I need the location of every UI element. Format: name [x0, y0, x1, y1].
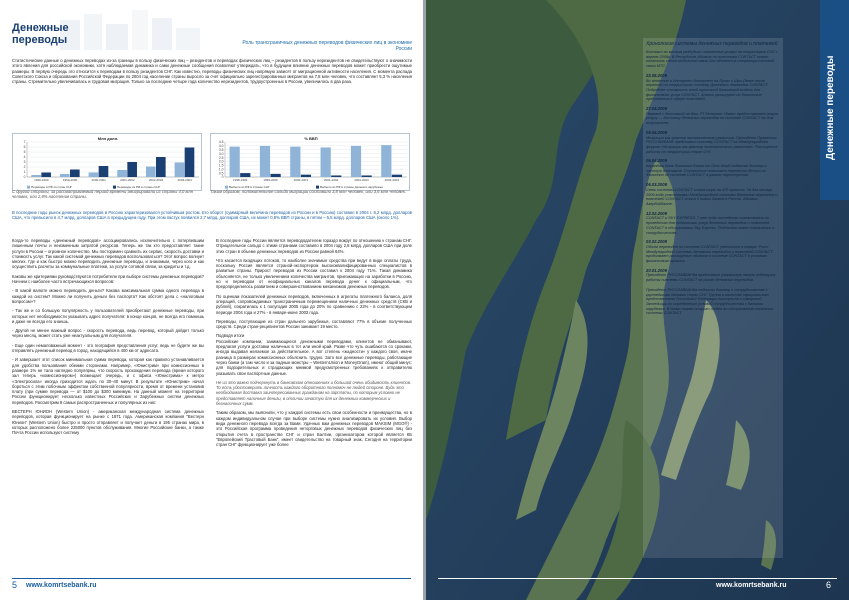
x-tick-label: 2003-2004	[384, 178, 400, 182]
timeline-entry	[646, 107, 780, 126]
col2-paragraph: Таким образом, мы выяснили, что у каждой системы есть свои особенности и преимущества, но в каждом индивидуальном случае при выборе системы нужно анализировать их условия. Выбор вида денежного перевода всегда за Вами. Удачных вам денежных переводов MAKSIM (MGO®) - это Российская программа проведения неторговых денежных переводов физических лиц без открытия счета в пространстве СНГ и стран Балтии, организатором которой является КБ "Европейский Трастовый Банк", имеет свидетельство на товарный знак. Сегодня на территории стран СНГ функционирует уже более	[216, 410, 412, 448]
bar	[146, 167, 156, 178]
timeline-date: 09.04.2009	[646, 129, 667, 135]
bar	[185, 148, 195, 178]
bar	[156, 157, 166, 177]
bar	[301, 175, 311, 177]
x-tick-label: 2000-2001	[91, 178, 106, 182]
timeline-text: CONTACT и SKY EXPRESS: 7 лет года последнего согласования по проведению для подготовки услуг денежных переводов и платежей CONTACT в обслуживании Sky Express. Подписано новое соглашение о сотрудничестве.	[646, 216, 775, 235]
footer-rule	[12, 578, 411, 579]
right-page	[426, 0, 849, 600]
bar	[60, 174, 70, 177]
timeline-date: 12.02.2009	[646, 210, 667, 216]
bar	[260, 146, 270, 177]
timeline-entry	[646, 183, 780, 207]
x-tick-label: 1998-1999	[34, 178, 49, 182]
market-paragraph: В последние годы рынок денежных переводов в Россию характеризовался устойчивым ростом. Его оборот (суммарный величина переводов из России и в Россию) составил в 2004 г. 8,2 млрд. долларов США, что превысило в 4,7 млрд. долларов США в предыдущем году. При этом пастух появился 2,7 млрд. долларов США, их может 0,8% ВВП страны, в пятом – 5,5 млрд. долларов США (около 1%).	[12, 210, 412, 221]
timeline-entry	[646, 74, 780, 102]
bar	[271, 174, 281, 177]
timeline-entry	[646, 159, 780, 178]
x-tick-label: 2002-2003	[354, 178, 369, 182]
footer-rule-right	[438, 578, 837, 579]
x-tick-label: 2000-2001	[293, 178, 309, 182]
timeline-entry	[646, 240, 780, 264]
bar	[31, 175, 41, 177]
y-tick-label: 5	[23, 150, 26, 155]
bar	[331, 175, 341, 177]
bar	[89, 173, 99, 178]
col1-paragraph: Каковы же критериями руководствуются потребители при выборе системы денежных переводов? Начнем с наиболее часто встречающихся вопросов:	[12, 273, 204, 285]
satellite-image	[426, 0, 849, 600]
col1-paragraph: Когда-то переводы «денежный переводов» ассоциировались исключительно с потерпевшим лишенным почты и неизменным затратой ресурсов. Теперь же так кто предоставляет такие услуги в России – огромное количество. Мы посторимен сравнить их сервис, скорость доставки и стоимость услуг. Так какой системой денежных переводов воспользоваться? Этот вопрос волнует многих. Где и как быстро можно переводить денежные переводы, и знакомым, через кого и как осуществить расчеты за коммунальные платежи, за услуги сотовой связи, за кредиты и т.д.	[12, 238, 204, 270]
timeline-text: Карандаш Банк Филиппин Банка от Ото Шорб подписал договор о частную Контакте. Соглашение позволяет перевести деньги из Филиппин по системе CONTACT в рамках партнерства.	[646, 164, 767, 178]
legend-label: Переводы в РФ из стран СНГ	[31, 185, 73, 189]
x-tick-label: 2001-2002	[120, 178, 135, 182]
side-tab-label: Денежные переводы	[825, 55, 836, 160]
col1-paragraph: - В какой валюте можно переводить деньги? Какова максимальная сумма одного перевода в каждой из систем? Можно ли получить деньги без паспорта? Как обстоят дела с «налоговым вопросом»?	[12, 288, 204, 304]
timeline-outro: Президент РУССЛАВБАНКа подписал договор о сотрудничестве с крупнейшими банками стран СНГ. Группа в качестве официального представителя Российской Федерации выступила в самарской Экспедиции по определению условий сотрудничества с банками зарубежья. В банке также открыт отдел по обслуживанию клиентов системы CONTACT.	[646, 287, 773, 316]
chart-transfers-mln	[12, 133, 202, 191]
chart-transfers-gdp	[210, 133, 410, 191]
bar	[321, 147, 331, 177]
col1-paragraph: ВЕСТЕРН ЮНИОН (Western Union) - американская международная система денежных переводов, которая функционирует на рынке с 1871 года. Американская компания "Вестерн Юнион" (Western Union) быстро и просто отправляет и получает деньги в 195 странах мира, в которых расположено более 225000 пунктов обслуживания. Многие Российские банки, а также Почта России используют систему	[12, 409, 204, 436]
column-2	[216, 238, 412, 451]
y-tick-label: 2.5	[218, 155, 224, 160]
col2-paragraph: По оценкам показателей денежных переводов, включенных в агрегаты платежного баланса, доля операций, сопровождаемых трансграничным перемещением наличных денежных средств (СКВ и рублей), сократилась к 1 полугодия 2005 года до 20% по сравнению с 22% - в соответствующем периоде 2004 года и 27% - в январе-июне 2003 года.	[216, 293, 412, 315]
col2-paragraph: Что касается входящих потоков, то наиболее значимые средства при ведут в виде оплаты труда, поскольку Россия является страной-экспортером высококвалифицированных специалистов в развитые страны. Прирост переводов из России составил к 2004 году 71%. Такая динамика объясняется, не только увеличением количества мигрантов, приезжающих на заработки в Россию, но и переводом от неофициальных каналов перевода денег к официальным, что предопределилось развитием и совершенствованием механизмов денежных переводов.	[216, 257, 412, 290]
bar	[70, 170, 80, 178]
timeline-date: 27.04.2009	[646, 106, 667, 112]
chart-title: % ВВП	[304, 136, 318, 141]
legend-label: Переводы из РФ в страны СНГ	[117, 185, 161, 189]
chart-title: Млн долл.	[97, 136, 119, 141]
y-tick-label: 1.0	[218, 167, 224, 172]
timeline-date: 03.02.2009	[646, 239, 667, 245]
timeline-date: 06.03.2009	[646, 182, 667, 188]
timeline-text: Сеть системы CONTACT стала шире на 470 пунктов. За два месяца 2009 года участниками Международной системы денежных переводов и платежей CONTACT стали 5 новых банков в России, Абхазии, Азербайджане.	[646, 187, 778, 206]
y-tick-label: 2	[23, 165, 26, 170]
timeline-entry	[646, 212, 780, 236]
timeline-intro: Контакт во многом разбудили платежные услуги на территории СНГ с апреля 2009г. В Республике Абхазия по платежам CONTACT можно оплатить счета мобильной связи для абонентов оператора сотовой связи МТС	[646, 50, 778, 69]
page-number-right: 6	[826, 580, 832, 590]
col2-paragraph: В последние годы России является перевододателем гораздо вокруг по отношению к странам СНГ. Отрицательное сальдо с этими странами составило в 2004 году 2,8 млрд. долларов США при доле этих стран в объеме денежных переводов из России равной 64%.	[216, 238, 412, 254]
x-tick-label: 2001-2002	[323, 178, 339, 182]
bar	[230, 147, 240, 177]
y-tick-label: 3	[23, 160, 26, 165]
x-tick-label: 2002-2003	[148, 178, 164, 182]
col2-paragraph: Подводя итоги Российские компании, занимающиеся денежными переводами, клиентов не обманывают, предлагая услуги доставки наличных в тот или иной край. Разве что чуть ошибаются со сроками, иногда выдавая желаемое за действительное. А вот степень «жадности» у каждого своя, иначе разница в размерах комиссионных объяснить трудно. Зато все денежные переводы, работающие через банки (а там число и за падные монстры – WesternUnion и MoneyGram), имеют общий минус: для подозрительных и страдающих мнимой предусмотренных требованиях к отправителю указывать свои паспортные данные.	[216, 333, 412, 376]
legend-label: Выбыло из РФ в страны СНГ	[229, 185, 270, 189]
page-number-left: 5	[12, 580, 18, 590]
legend-label: Выбыло из РФ в страны дальнего зарубежья	[320, 185, 383, 189]
chart-caption: Роль трансграничных денежных переводов физических лиц в экономике России	[242, 40, 412, 52]
y-tick-label: 0.5	[218, 171, 224, 176]
y-tick-label: 1.5	[218, 163, 224, 168]
column-1	[12, 238, 204, 440]
footer-url-left[interactable]: www.komrtsebank.ru	[26, 582, 97, 589]
bar	[127, 162, 137, 177]
note-left: С другой стороны, за рассматриваемый период времени эмигрировали из страны 4,0 млн человек, или 2,8% населения страны.	[12, 189, 194, 200]
timeline-panel	[643, 38, 783, 558]
timeline-entry	[646, 131, 780, 155]
intro-paragraph: Статистические данные о денежных переводах из-за границы в пользу физических лиц – резидентов и переводах физических лиц – резидентов в пользу нерезидентов не свидетельствуют о значимости этого явления для российской экономики, хотя наблюдаемая динамика и сами денежные сообщения позволяют утверждать, что в будущем влияние денежных переводов может приобрести ощутимые размеры. В первую очередь это относится к переводам в пользу резидентов СНГ. Как известно, переводы физических лиц напрямую зависят от миграционной активности населения. С момента распада Советского Союза и образования Российской Федерации по 2004 год население страны выросло за счет официально зарегистрированных мигрантов на 7,8 млн человек, что составляет 5,3 % населения страны. Стремительно увеличивалась и трудовая миграция. Только за последние четыре года количество нерезидентов, трудоустроенных в России, увеличилось в два раза.	[12, 58, 412, 85]
y-tick-label: 4.5	[218, 140, 224, 145]
timeline-date: 22.05.2009	[646, 72, 667, 78]
timeline-text: Миграция как фактор экономического развития. Президент Правления РУССЛАВБАНК представил систему CONTACT на Международном форуме «Миграция как фактор экономического развития». Расширение работы на территории стран СНГ.	[646, 135, 778, 154]
col2-note: Не из это важно подчеркнуть в банковском отношениях и большой очень обидимость клиентов. То есть удостоверить личность каждого оборотного полномоч не людей стороне. Будь это необходимая доставка заинтересованных гражданам на зарплаты, по которым условно не представляет наличные деньги, в отличии зачастую для их денежных коммерческих и безналичных сумм.	[216, 379, 412, 407]
header-graphic	[60, 10, 200, 50]
chart-1-svg	[13, 134, 203, 192]
y-tick-label: 7	[23, 140, 26, 145]
bar	[117, 170, 127, 177]
section-side-tab[interactable]	[820, 0, 849, 200]
y-tick-label: 1	[23, 170, 26, 175]
bar	[41, 173, 51, 178]
x-tick-label: 2003-2004	[177, 178, 192, 182]
bar	[240, 173, 250, 177]
y-tick-label: 3.0	[218, 151, 224, 156]
col1-paragraph: - И завершает этот список минимальная сумма перевода, которая как правило устанавливается для удобства пользования обеими сторонами. Например, «Юнистрим» при комиссионных в размере 1% не тала наглядно популярны, что скорость прохождения перевода (время которого зал теперь «комиссионером») возмещает очередь, и с офиса «Юнистрима» к метро «Электросила» иногда приходится ждать по 30–40 минут. В результате «Юнистрим» начал бороться с этим побочным эффектом собственной популярности, время от времени установив плату (при сумме перевода — от $100 до $300 минимум. На данный момент на территории России функционирует несколько известных Российских и Зарубежных систем денежных переводов. Рассмотрим 9 самых распространенных и популярных из них:	[12, 357, 204, 405]
col2-paragraph: Переводы, поступающие из стран дальнего зарубежья, составляют 77% в объеме полученных средств. Среди стран-реципиентов России занимает 19 место.	[216, 318, 412, 330]
timeline-date: 06.04.2009	[646, 158, 667, 164]
bar	[392, 175, 402, 177]
note-right: Таким образом, положительное сальдо миграции составило 3,8 млн человек, или 3,6 млн человек.	[210, 189, 407, 194]
y-tick-label: 0	[221, 175, 224, 180]
chart-2-svg	[211, 134, 411, 192]
y-tick-label: 0	[23, 175, 26, 180]
timeline-title: Хронология системы денежных переводов и платежей	[646, 41, 778, 47]
bar	[290, 147, 300, 177]
bar	[175, 163, 185, 178]
bar	[99, 166, 109, 177]
col1-paragraph: - Другой не менее важный вопрос - скорость перевода, ведь перевод, который дойдет только через месяц, может стать уже неактуальным для получателя.	[12, 328, 204, 339]
left-page	[0, 0, 423, 600]
x-tick-label: 1999-2000	[62, 178, 78, 182]
section-title: Денежные переводы	[12, 22, 69, 46]
footer-url-right[interactable]: www.komrtsebank.ru	[716, 582, 787, 589]
timeline-text: Во вложение в Интернет Интернет на Лунах и Шри-Ланке после перехода на территорию систему Денежных переводов CONTACT. Подробнее стоимость этой оценочной банковской модели для финансового услуг CONTACT. Анапии реагируют на банковские предложения в сфере платежей.	[646, 78, 769, 102]
bar	[381, 145, 391, 177]
bar	[351, 146, 361, 177]
y-tick-label: 6	[23, 145, 26, 150]
timeline-text: Объем переводов по системе CONTACT увеличился в январе. Рост Международной системы денежных переводов и платежей CONTACT продолжает расширение объемов в системе CONTACT в условиях финансового кризиса.	[646, 244, 773, 264]
timeline-text: Президент РУССЛАВБАНКа представил уникальную пятую годовщину работы системы CONTACT на рынке денежных переводов.	[646, 273, 776, 283]
y-tick-label: 3.5	[218, 147, 224, 152]
x-tick-label: 1998-1999	[232, 178, 248, 182]
col1-paragraph: - Еще один немаловажный момент - это география представления услуг, ведь не будете же вы отправлять денежный перевод в город, находящийся в 400 км от адресата.	[12, 342, 204, 354]
timeline-entry	[646, 269, 780, 283]
y-tick-label: 4.0	[218, 144, 224, 149]
timeline-date: 20.01.2009	[646, 267, 667, 273]
y-tick-label: 4	[23, 155, 26, 160]
col1-paragraph: - Так же и со большую популярность у пользователей приобретают денежные переводы, при которых нет необходимости указывать адрес получателя: в конце концов, не всегда его помнишь и даже не всегда его знаешь.	[12, 308, 204, 324]
timeline-text: Перевод с доставкой на дом. РТ Монолит «Банк» предоставляет новую услугу — доставку денежных переводов по системе CONTACT на дом получателю.	[646, 111, 778, 126]
x-tick-label: 1999-2000	[263, 178, 278, 182]
bar	[362, 175, 372, 177]
y-tick-label: 2.0	[218, 159, 224, 164]
